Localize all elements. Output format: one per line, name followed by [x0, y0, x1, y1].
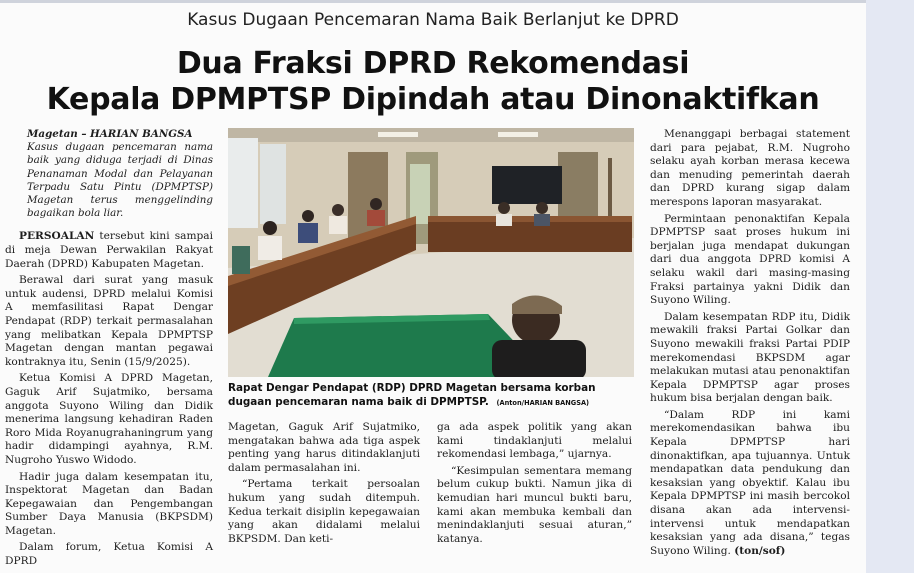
- paragraph: ga ada aspek politik yang akan kami tindaklanjuti melalui rekomendasi lembaga,” ujarnya.: [437, 421, 632, 461]
- article-column-2: [228, 421, 420, 549]
- paragraph: Dalam kesempatan RDP itu, Didik mewakili fraksi Partai Golkar dan Suyono mewakili fraksi Partai PDIP merekomendasi BKPSDM agar melakukan mutasi atau penonaktifan Kepala DPMPTSP agar proses hukum bisa berjalan dengan baik.: [650, 310, 850, 405]
- article-photo: [228, 128, 634, 377]
- paragraph: Magetan, Gaguk Arif Sujatmiko, mengatakan bahwa ada tiga aspek penting yang harus ditindaklanjuti dalam permasalahan ini.: [228, 421, 420, 474]
- caption-text: Rapat Dengar Pendapat (RDP) DPRD Magetan bersama korban dugaan pencemaran nama baik di DPMPTSP.: [228, 382, 596, 408]
- side-margin-strip: [866, 0, 914, 573]
- paragraph: Dalam forum, Ketua Komisi A DPRD: [5, 541, 213, 568]
- paragraph: Permintaan penonaktifan Kepala DPMPTSP saat proses hukum ini berjalan juga mendapat dukungan dari dua anggota DPRD komisi A selaku wakil dari masing-masing Fraksi partainya yakni Didik dan Suyono Wiling.: [650, 212, 850, 307]
- article-lead: [5, 128, 213, 220]
- paragraph: Hadir juga dalam kesempatan itu, Inspektorat Magetan dan Badan Kepegawaian dan Pengembangan Sumber Daya Manusia (BKPSDM) Magetan.: [5, 470, 213, 537]
- paragraph: “Kesimpulan sementara memang belum cukup bukti. Namun jika di kemudian hari muncul bukti baru, kami akan membuka kembali dan menindaklanjuti sesuai aturan,” katanya.: [437, 464, 632, 545]
- author-signature: (ton/sof): [734, 544, 786, 557]
- paragraph: “Pertama terkait persoalan hukum yang sudah ditempuh. Kedua terkait disiplin kepegawaian yang akan didalami melalui BKPSDM. Dan keti-: [228, 478, 420, 545]
- paragraph: Berawal dari surat yang masuk untuk audensi, DPRD melalui Komisi A memfasilitasi Rapat Dengar Pendapat (RDP) terkait permasalahan yang melibatkan Kepala DPMPTSP Magetan dengan mantan pegawai kontraknya itu, Senin (15/9/2025).: [5, 274, 213, 368]
- article-headline: [0, 46, 866, 118]
- headline-line-2: Kepala DPMPTSP Dipindah atau Dinonaktifkan: [46, 82, 820, 117]
- photo-credit: (Anton/HARIAN BANGSA): [496, 399, 590, 407]
- lead-text: Kasus dugaan pencemaran nama baik yang diduga terjadi di Dinas Penanaman Modal dan Pelayanan Terpadu Satu Pintu (DPMPTSP) Magetan terus menggelinding bagaikan bola liar.: [27, 141, 213, 220]
- paragraph: “Dalam RDP ini kami merekomendasikan bahwa ibu Kepala DPMPTSP hari dinonaktifkan, apa tujuannya. Untuk mendapatkan data pendukung dan kesaksian yang obyektif. Kalau ibu Kepala DPMPTSP ini masih bercokol disana akan ada intervensi-intervensi untuk mendapatkan kesaksian yang ada disana,” tegas Suyono Wiling. (ton/sof): [650, 408, 850, 557]
- article-column-1: [5, 128, 213, 572]
- drop-caps-word: PERSOALAN: [19, 230, 95, 243]
- paragraph: Menanggapi berbagai statement dari para pejabat, R.M. Nugroho selaku ayah korban merasa kecewa dan menuding pemerintah daerah dan DPRD kurang sigap dalam merespons laporan masyarakat.: [650, 128, 850, 208]
- article-kicker: Kasus Dugaan Pencemaran Nama Baik Berlanjut ke DPRD: [187, 10, 679, 30]
- headline-line-1: Dua Fraksi DPRD Rekomendasi: [176, 46, 690, 81]
- paragraph: PERSOALAN tersebut kini sampai di meja Dewan Perwakilan Rakyat Daerah (DPRD) Kabupaten Magetan.: [5, 230, 213, 270]
- paragraph: Ketua Komisi A DPRD Magetan, Gaguk Arif Sujatmiko, bersama anggota Suyono Wiling dan Didik menerima langsung kehadiran Raden Roro Mida Royanugrahaningrum yang hadir didampingi ayahnya, R.M. Nugroho Yuswo Widodo.: [5, 372, 213, 466]
- photo-caption: [228, 381, 638, 410]
- meeting-room-photo: [228, 128, 634, 377]
- article-column-3: [437, 421, 632, 549]
- dateline: Magetan – HARIAN BANGSA: [27, 128, 193, 140]
- article-column-4: [650, 128, 850, 561]
- top-rule: [0, 0, 866, 3]
